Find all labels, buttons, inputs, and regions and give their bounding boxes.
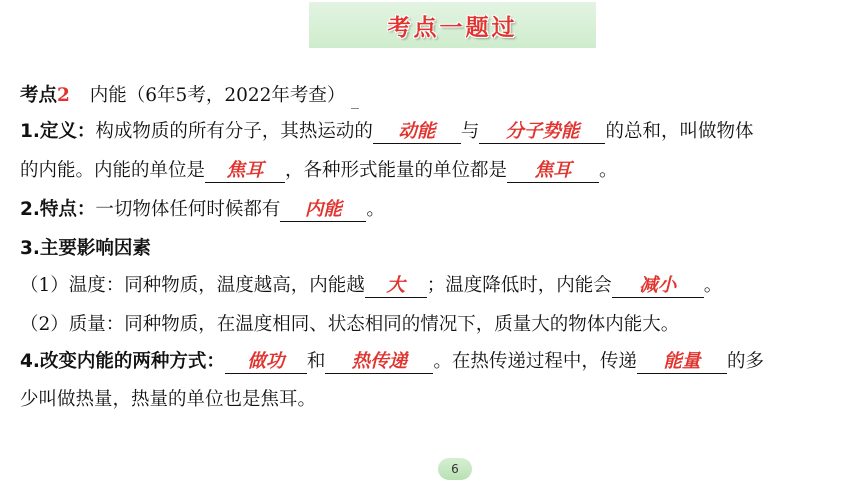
answer-blank: [479, 121, 605, 144]
text: ；温度降低时，内能会: [426, 275, 612, 296]
answer: 分子势能: [505, 121, 580, 142]
heat-line: [20, 387, 316, 413]
answer: 做功: [247, 351, 285, 372]
text: 的总和，叫做物体: [605, 121, 754, 142]
answer-blank: [205, 160, 285, 183]
text: ，各种形式能量的单位都是: [285, 160, 508, 181]
heading-prefix: 考点: [20, 85, 58, 106]
page-number: 6: [438, 458, 472, 480]
answer: 能量: [663, 351, 701, 372]
methods-line: [20, 349, 764, 375]
text: 。: [366, 199, 385, 220]
text: 。: [599, 160, 618, 181]
answer-blank: [612, 275, 704, 298]
definition-label: 1.定义：: [20, 121, 96, 142]
answer: 内能: [304, 199, 342, 220]
answer: 减小: [639, 275, 677, 296]
text: 。: [703, 275, 723, 296]
feature-label: 2.特点：: [20, 199, 96, 220]
answer-blank: [280, 199, 366, 222]
text: 与: [460, 121, 480, 142]
answer-blank: [637, 351, 727, 374]
answer: 动能: [398, 121, 436, 142]
feature-line: [20, 197, 385, 223]
text: 一切物体任何时候都有: [95, 199, 281, 220]
text: 少叫做热量，热量的单位也是焦耳。: [20, 389, 317, 410]
topic-heading: [20, 83, 359, 109]
text: 和: [306, 351, 326, 372]
answer-blank: [373, 121, 461, 144]
text: 构成物质的所有分子，其热运动的: [95, 121, 373, 142]
text: 的多: [726, 351, 764, 372]
answer: 焦耳: [534, 160, 572, 181]
definition-line-2: [20, 158, 618, 184]
banner-title: 考点一题过: [387, 15, 518, 41]
answer-blank: [507, 160, 599, 183]
text: 的内能。内能的单位是: [20, 160, 206, 181]
temperature-line: [20, 273, 722, 299]
answer: 热传递: [351, 351, 408, 372]
methods-label: 4.改变内能的两种方式：: [20, 351, 225, 372]
answer-blank: [365, 275, 427, 298]
answer: 大: [386, 275, 406, 296]
text: （2）质量：同种物质，在温度相同、状态相同的情况下，质量大的物体内能大。: [20, 314, 680, 335]
definition-line-1: [20, 119, 753, 145]
answer: 焦耳: [226, 160, 264, 181]
text: （1）温度：同种物质，温度越高，内能越: [20, 275, 365, 296]
answer-blank: [225, 351, 307, 374]
heading-title: 内能（6年5考，2022年考查）: [89, 85, 346, 106]
mass-line: [20, 312, 679, 338]
answer-blank: [325, 351, 433, 374]
text-cursor: [351, 108, 359, 109]
factors-heading: [20, 236, 151, 262]
section-banner: [309, 2, 596, 48]
text: 。在热传递过程中，传递: [433, 351, 637, 372]
factors-label: 3.主要影响因素: [20, 238, 151, 259]
heading-number: 2: [57, 85, 70, 106]
